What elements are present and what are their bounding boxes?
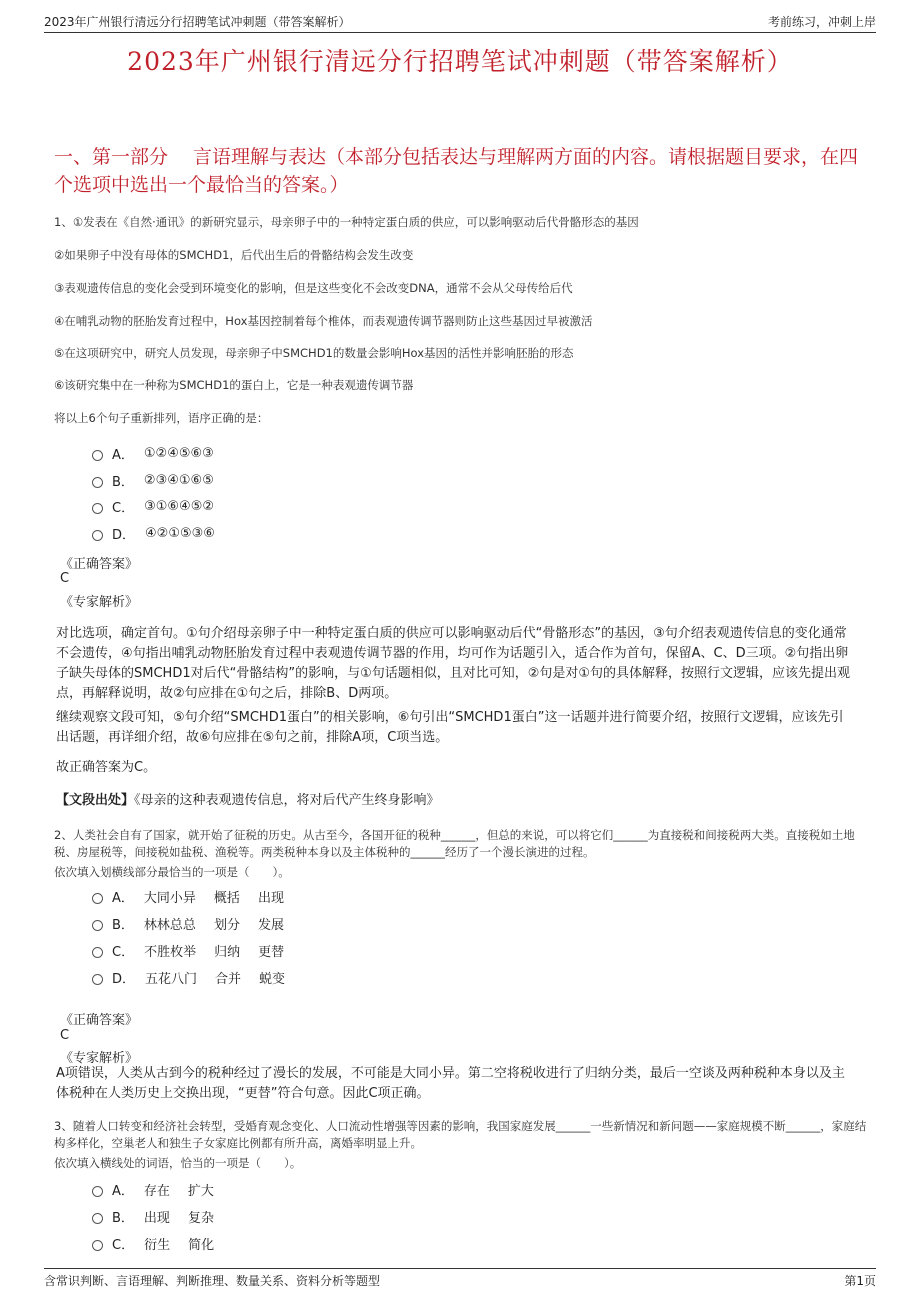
q1-analysis-label: 《专家解析》 xyxy=(60,595,139,610)
radio-icon[interactable] xyxy=(92,974,103,985)
q1-answer-label: 《正确答案》 xyxy=(60,557,139,572)
q3-option-a[interactable]: A． 存在 扩大 xyxy=(92,1180,214,1199)
page-header xyxy=(44,10,876,33)
q1-source xyxy=(56,791,856,811)
radio-icon[interactable] xyxy=(92,1213,103,1224)
q2-option-c[interactable]: C． 不胜枚举 归纳 更替 xyxy=(92,941,284,960)
q2-prompt: 依次填入划横线部分最恰当的一项是（ ）。 xyxy=(54,865,290,879)
radio-icon[interactable] xyxy=(92,530,103,541)
q2-answer-label: 《正确答案》 xyxy=(60,1013,139,1028)
page-footer xyxy=(44,1268,876,1289)
q1-answer: C xyxy=(60,571,70,586)
q3-option-b[interactable]: B． 出现 复杂 xyxy=(92,1207,214,1226)
radio-icon[interactable] xyxy=(92,503,103,514)
header-slogan: 考前练习，冲刺上岸 xyxy=(767,15,876,29)
radio-icon[interactable] xyxy=(92,450,103,461)
q3-stem: 3、随着人口转变和经济社会转型，受婚育观念变化、人口流动性增强等因素的影响，我国家庭发展______一些新情况和新问题——家庭规模不断______，家庭结构多样化，空巢老人和独生子女家庭比例都有所升高，离婚率明显上升。 xyxy=(54,1119,867,1150)
source-label: 【文段出处】 xyxy=(56,793,135,808)
q1-analysis-p2: 继续观察文段可知，⑤句介绍“SMCHD1蛋白”的相关影响，⑥句引出“SMCHD1蛋白”这一话题并进行简要介绍，按照行文逻辑，应该先引出话题，再详细介绍，故⑥句应排在⑤句之前，排除A项，C项当选。 xyxy=(56,710,844,745)
header-doc-title: 2023年广州银行清远分行招聘笔试冲刺题（带答案解析） xyxy=(44,15,351,29)
radio-icon[interactable] xyxy=(92,477,103,488)
q1-sentence-4: ④在哺乳动物的胚胎发育过程中，Hox基因控制着每个椎体，而表观遗传调节器则防止这些基因过早被激活 xyxy=(54,314,593,328)
q1-option-d[interactable]: D． ④②①⑤③⑥ xyxy=(92,524,215,543)
q1-prompt: 将以上6个句子重新排列，语序正确的是： xyxy=(54,411,269,425)
q2-answer: C xyxy=(60,1028,70,1043)
q1-option-b[interactable]: B． ②③④①⑥⑤ xyxy=(92,471,214,490)
radio-icon[interactable] xyxy=(92,893,103,904)
q3-prompt: 依次填入横线处的词语，恰当的一项是（ ）。 xyxy=(54,1156,302,1170)
source-text: 《母亲的这种表观遗传信息，将对后代产生终身影响》 xyxy=(134,793,440,808)
radio-icon[interactable] xyxy=(92,1240,103,1251)
radio-icon[interactable] xyxy=(92,1186,103,1197)
q1-sentence-3: ③表观遗传信息的变化会受到环境变化的影响，但是这些变化不会改变DNA，通常不会从父母传给后代 xyxy=(54,281,573,295)
radio-icon[interactable] xyxy=(92,920,103,931)
q2-analysis: A项错误，人类从古到今的税种经过了漫长的发展，不可能是大同小异。第二空将税收进行了归纳分类，最后一空谈及两种税种本身以及主体税种在人类历史上交换出现，“更替”符合句意。因此C项正确。 xyxy=(56,1066,845,1101)
q2-analysis-label: 《专家解析》 xyxy=(60,1051,139,1066)
radio-icon[interactable] xyxy=(92,947,103,958)
section-heading: 一、第一部分 言语理解与表达（本部分包括表达与理解两方面的内容。请根据题目要求，在四个选项中选出一个最恰当的答案。） xyxy=(54,146,859,196)
q1-option-a[interactable]: A． ①②④⑤⑥③ xyxy=(92,444,214,463)
q1-sentence-5: ⑤在这项研究中，研究人员发现，母亲卵子中SMCHD1的数量会影响Hox基因的活性并影响胚胎的形态 xyxy=(54,346,574,360)
q1-analysis-p3: 故正确答案为C。 xyxy=(56,760,157,775)
q1-sentence-6: ⑥该研究集中在一种称为SMCHD1的蛋白上，它是一种表观遗传调节器 xyxy=(54,378,414,392)
q1-sentence-1: 1、①发表在《自然·通讯》的新研究显示，母亲卵子中的一种特定蛋白质的供应，可以影响驱动后代骨骼形态的基因 xyxy=(54,215,639,229)
q2-option-b[interactable]: B． 林林总总 划分 发展 xyxy=(92,914,284,933)
page-number: 第1页 xyxy=(844,1274,876,1288)
q1-option-c[interactable]: C． ③①⑥④⑤② xyxy=(92,497,214,516)
q1-sentence-2: ②如果卵子中没有母体的SMCHD1，后代出生后的骨骼结构会发生改变 xyxy=(54,248,414,262)
q2-option-d[interactable]: D． 五花八门 合并 蜕变 xyxy=(92,968,285,987)
page-title: 2023年广州银行清远分行招聘笔试冲刺题（带答案解析） xyxy=(127,47,793,76)
footer-description: 含常识判断、言语理解、判断推理、数量关系、资料分析等题型 xyxy=(44,1274,381,1288)
q1-analysis-p1: 对比选项，确定首句。①句介绍母亲卵子中一种特定蛋白质的供应可以影响驱动后代“骨骼形态”的基因，③句介绍表观遗传信息的变化通常不会遗传，④句指出哺乳动物胚胎发育过程中表观遗传调节器的作用，均可作为话题引入，适合作为首句，保留A、C、D三项。②句指出卵子缺失母体的SMCHD1对后代“骨骼结构”的影响，与①句话题相似，且对比可知，②句是对①句的具体解释，按照行文逻辑，应该先提出观点，再解释说明，故②句应排在①句之后，排除B、D两项。 xyxy=(56,626,851,701)
q3-option-c[interactable]: C． 衍生 简化 xyxy=(92,1234,214,1253)
q2-option-a[interactable]: A． 大同小异 概括 出现 xyxy=(92,887,284,906)
q2-stem: 2、人类社会自有了国家，就开始了征税的历史。从古至今，各国开征的税种______，但总的来说，可以将它们______为直接税和间接税两大类。直接税如土地税、房屋税等，间接税如盐税、渔税等。两类税种本身以及主体税种的______经历了一个漫长演进的过程。 xyxy=(54,828,855,859)
